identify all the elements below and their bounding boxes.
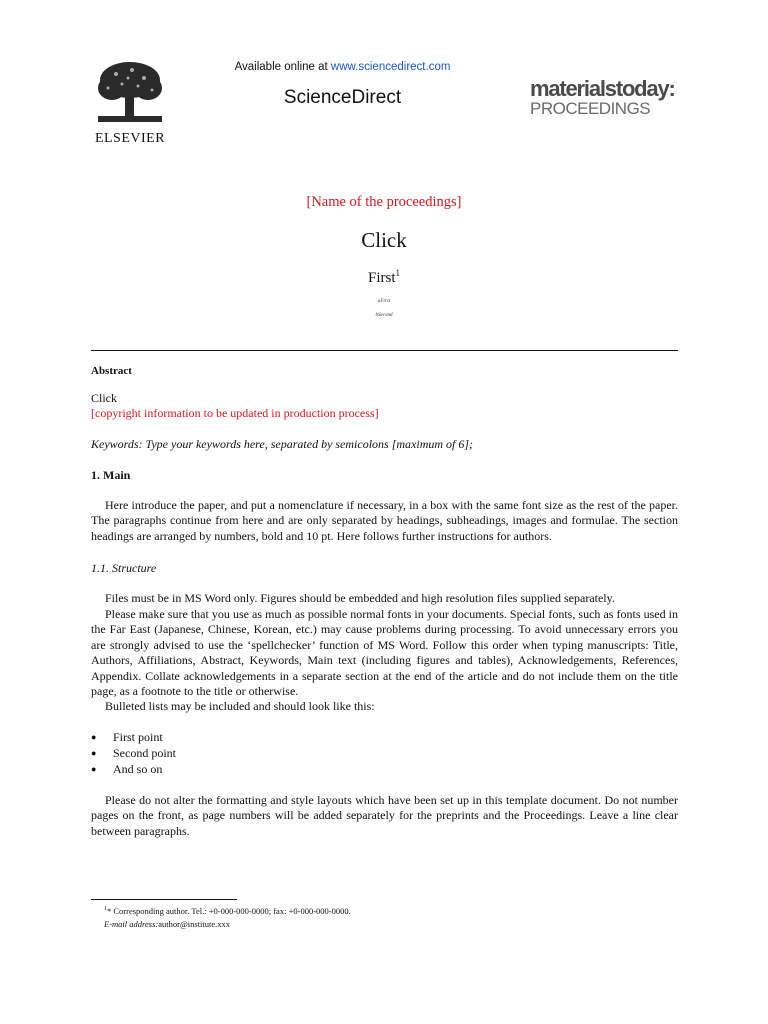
sciencedirect-link[interactable]: www.sciencedirect.com: [330, 61, 451, 73]
bullet-icon: ●: [91, 732, 97, 742]
affiliation-first: aFirst: [377, 299, 391, 304]
footnote-email: [104, 919, 230, 929]
proceedings-name: [Name of the proceedings]: [306, 194, 462, 210]
copyright-note: [copyright information to be updated in production process]: [91, 406, 379, 420]
footnote-rule: [91, 899, 237, 900]
list-item: [91, 746, 591, 762]
structure-paragraph-3: Bulleted lists may be included and should look like this:: [105, 699, 375, 713]
abstract-heading: Abstract: [91, 365, 132, 377]
list-item: [91, 730, 591, 746]
author-name: First: [367, 270, 396, 286]
available-online-label: Available online at: [234, 61, 331, 73]
abstract-top-rule: [91, 350, 678, 351]
email-label: E-mail address:: [104, 919, 159, 929]
subsection-heading-structure: 1.1. Structure: [91, 561, 157, 575]
elsevier-logo-text: ELSEVIER: [94, 131, 166, 146]
paper-title: Click: [361, 228, 407, 252]
footnote-mark: 1: [104, 906, 107, 913]
bullet-text: And so on: [113, 761, 163, 776]
footnote-corresponding: [104, 906, 351, 916]
materials-today-logo: [530, 78, 680, 124]
abstract-text: Click: [91, 391, 117, 405]
keywords-line: Keywords: Type your keywords here, separated by semicolons [maximum of 6];: [91, 437, 474, 451]
bullet-text: First point: [113, 730, 163, 744]
author-line: [0, 268, 768, 287]
available-online-line: [0, 61, 685, 73]
structure-paragraph-2: Please make sure that you use as much as possible normal fonts in your documents. Special fonts, such as fonts used in the Far East (Japanese, Chinese, Korean, etc.) may cause problems during processing. To avoid unnecessary errors you are strongly advised to use the ‘spellchecker’ function of MS Word. Follow this order when typing manuscripts: Title, Authors, Affiliations, Abstract, Keywords, Main text (including figures and tables), Acknowledgements, References, Appendix. Collate acknowledgements in a separate section at the end of the article and do not include them on the title page, as a footnote to the title or otherwise.: [91, 607, 678, 699]
author-footnote-mark: 1: [395, 268, 400, 278]
list-item: [91, 762, 591, 778]
section-heading-main: 1. Main: [91, 468, 131, 482]
footnote-corresponding-text: * Corresponding author. Tel.: +0-000-000-0000; fax: +0-000-000-0000.: [107, 906, 351, 916]
bullet-icon: ●: [91, 763, 97, 774]
bullet-text: Second point: [113, 745, 176, 760]
structure-paragraph-1: Files must be in MS Word only. Figures should be embedded and high resolution files supplied separately.: [105, 591, 615, 605]
email-address: author@institute.xxx: [158, 919, 231, 929]
closing-paragraph: Please do not alter the formatting and style layouts which have been set up in this template document. Do not number pages on the front, as page numbers will be added separately for the preprints and the Proceedings. Leave a line clear between paragraphs.: [91, 793, 678, 838]
main-paragraph: Here introduce the paper, and put a nomenclature if necessary, in a box with the same font size as the rest of the paper. The paragraphs continue from here and are only separated by headings, subheadings, images and formulae. The section headings are arranged by numbers, bold and 10 pt. Here follows further instructions for authors.: [91, 498, 678, 543]
materials-today-logo-line1: materialstoday:: [530, 76, 675, 101]
bullet-list: [91, 730, 591, 777]
affiliation-second: bSecond: [375, 313, 393, 318]
materials-today-logo-line2: PROCEEDINGS: [530, 99, 651, 118]
bullet-icon: ●: [91, 747, 97, 758]
sciencedirect-title: ScienceDirect: [283, 87, 402, 108]
